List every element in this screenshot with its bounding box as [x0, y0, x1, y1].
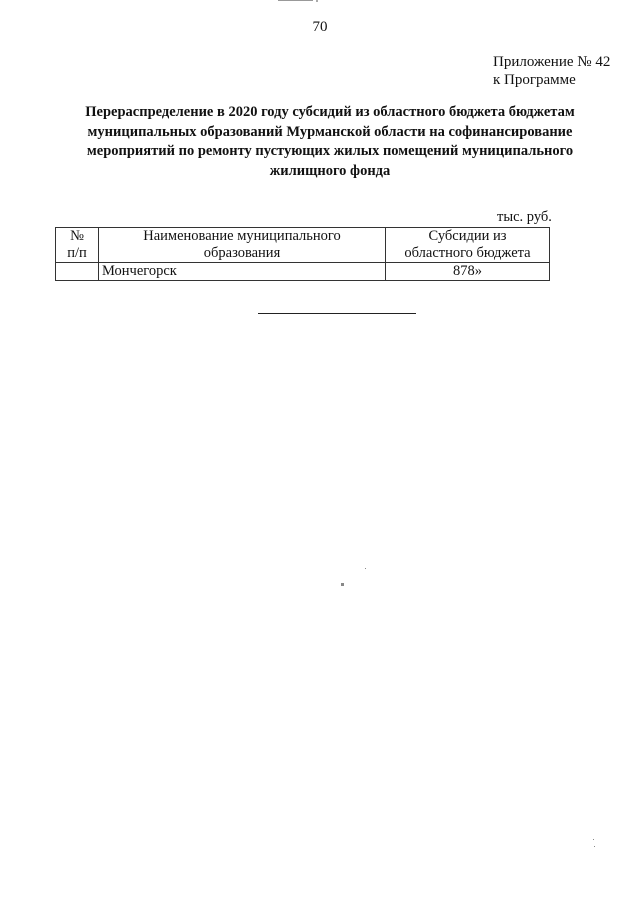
closing-rule [258, 313, 416, 314]
scan-mark [316, 0, 318, 2]
scan-speck [593, 839, 594, 840]
table-header-row [56, 228, 550, 263]
cell-name: Мончегорск [99, 263, 386, 281]
page-number: 70 [312, 19, 328, 35]
scan-speck [594, 846, 595, 847]
table-row [56, 263, 550, 281]
subsidy-table [55, 227, 550, 281]
scan-mark [278, 0, 313, 1]
scan-speck [365, 568, 366, 569]
header-subsidy: Субсидии из областного бюджета [386, 228, 550, 263]
appendix-line-1: Приложение № 42 [493, 54, 611, 70]
document-title: Перераспределение в 2020 году субсидий из областного бюджета бюджетам муниципальных образований Мурманской области на софинансирование мероприятий по ремонту пустующих жилых помещений муниципального жилищного фонда [85, 104, 575, 179]
scan-speck [341, 583, 344, 586]
header-name: Наименование муниципального образования [99, 228, 386, 263]
cell-subsidy: 878» [386, 263, 550, 281]
appendix-line-2: к Программе [493, 72, 576, 88]
units-label: тыс. руб. [497, 209, 552, 225]
cell-num [56, 263, 99, 281]
appendix-label [493, 53, 610, 89]
header-num: № п/п [56, 228, 99, 263]
